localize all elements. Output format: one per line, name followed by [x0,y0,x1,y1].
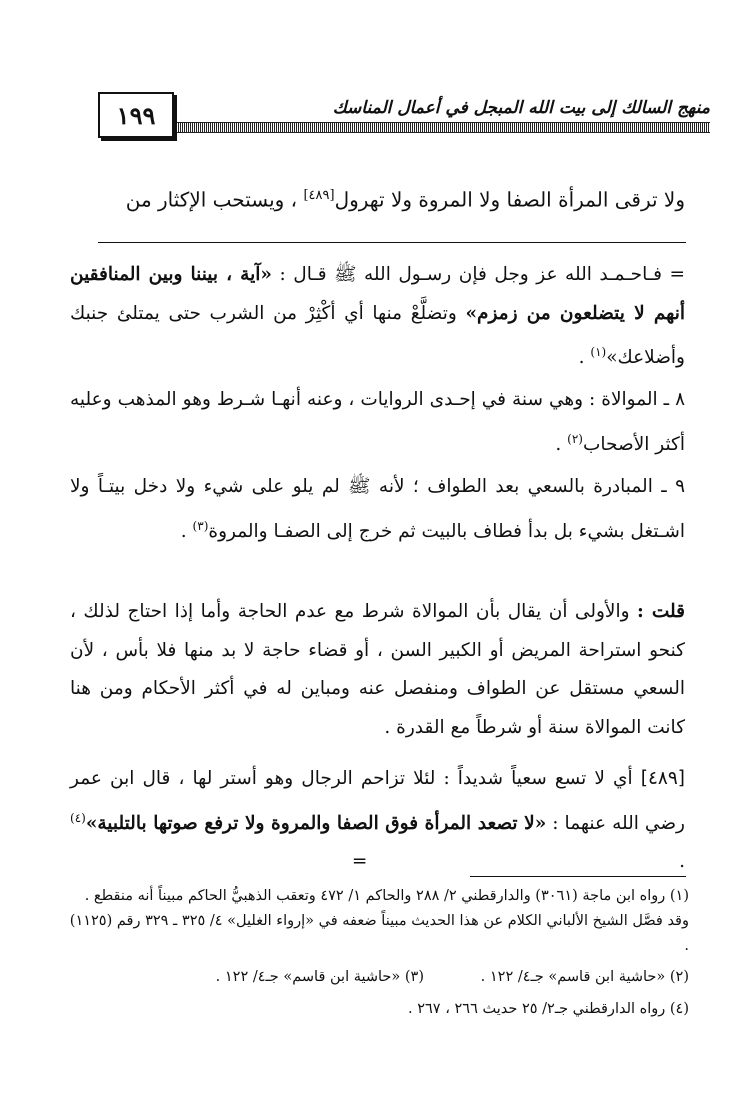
paragraph-text: والأولى أن يقال بأن الموالاة شرط مع عدم الحاجة وأما إذا احتاج لذلك ، كنحو استراحة المريض أو الكبير السن ، أو قضاء حاجة لا بد منها فلا بأس ، لأن السعي مستقل عن الطواف ومنفصل عنه ومباين له في أكثر الأحكام ومن هنا كانت الموالاة سنة أو شرطاً مع القدرة . [70,601,685,738]
paragraph-text: ٨ ـ الموالاة : وهي سنة في إحـدى الروايات ، وعنه أنهـا شـرط وهو المذهب وعليه أكثر الأصحاب [70,389,685,455]
paragraph-text: وتضلَّعْ منها أي أكْثِرْ من الشرب حتى يمتلئ جنبك وأضلاعك» [70,302,685,369]
note-tag: [٤٨٩] [640,768,685,789]
paragraph-qult [70,593,685,747]
hadith-quote: «لا تصعد المرأة فوق الصفا والمروة ولا ترفع صوتها بالتلبية» [85,812,547,834]
page-header [98,92,710,138]
paragraph-end: . [578,347,585,369]
footnote-1: (١) رواه ابن ماجة (٣٠٦١) والدارقطني ٢/ ٢٨٨ والحاكم ١/ ٤٧٢ وتعقب الذهبيُّ الحاكم مبيناً أنه منقطع . وقد فصَّل الشيخ الألباني الكلام عن هذا الحديث مبيناً ضعفه في «إرواء الغليل» ٤/ ٣٢٥ ـ ٣٢٩ رقم (١١٢٥) . [69,888,689,954]
paragraph-item-9 [70,468,685,551]
hadith-quote: «آية ، بيننا وبين المنافقين أنهم لا يتضلعون من زمزم» [70,264,685,324]
paragraph-end: . [555,433,562,455]
main-line-text: ولا ترقى المرأة الصفا ولا المروة ولا تهرول [334,187,685,212]
text-divider [98,242,686,243]
main-line-end: ، ويستحب الإكثار من [125,187,298,212]
footnote-ref: (٣) [192,518,209,533]
footnote-3: (٣) «حاشية ابن قاسم» جـ٤/ ١٢٢ . [215,969,424,985]
page-number: ١٩٩ [98,92,174,138]
footnote-ref: [٤٨٩] [303,188,335,203]
qult-label: قلت : [637,601,685,622]
running-title: منهج السالك إلى بيت الله المبجل في أعمال المناسك [332,98,710,118]
footnote-2: (٢) «حاشية ابن قاسم» جـ٤/ ١٢٢ . [480,969,689,985]
main-text-line [70,176,685,220]
paragraph-item-8 [70,381,685,464]
note-489 [70,760,685,882]
header-rule [176,122,710,133]
note-end: . [679,851,685,873]
footnote-ref: (٢) [567,431,583,446]
footnote-ref: (٤) [70,810,86,825]
footnote-4: (٤) رواه الدارقطني جـ٢/ ٢٥ حديث ٢٦٦ ، ٢٦٧ . [408,1001,689,1017]
note-text: أي لا تسع سعياً شديداً : لئلا تزاحم الرجال وهو أستر لها ، قال ابن عمر رضي الله عنهما : [70,768,685,834]
footnote-ref: (١) [590,345,607,359]
paragraph-text: ٩ ـ المبادرة بالسعي بعد الطواف ؛ لأنه ﷺ لم يلو على شيء ولا دخل بيتـاً ولا اشـتغل بشيء بل بدأ فطاف بالبيت ثم خرج إلى الصفـا والمروة [70,476,685,542]
footnote-divider [470,876,686,877]
paragraph-continued [70,256,685,378]
continue-mark: = [351,851,368,873]
paragraph-text: = فـاحـمـد الله عز وجل فإن رسـول الله ﷺ قـال : [279,264,686,285]
paragraph-end: . [180,520,187,542]
footnotes-2-3 [69,965,689,990]
